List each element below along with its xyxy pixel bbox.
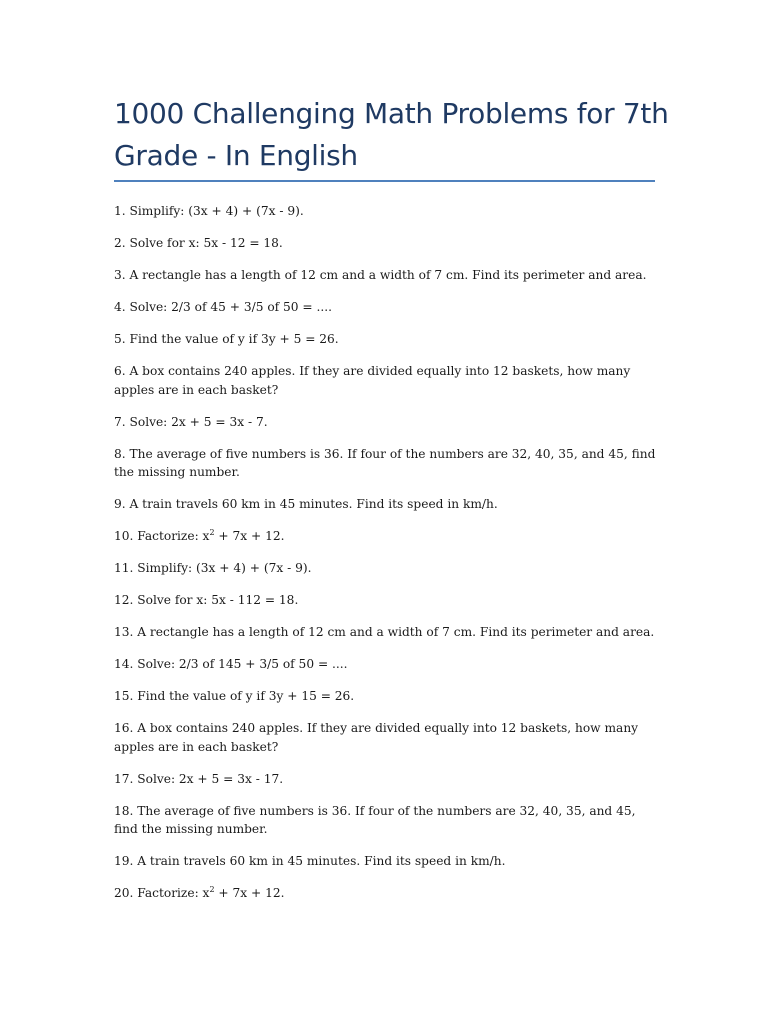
problem-text: 10. Factorize: x	[114, 529, 210, 543]
problem-item: 19. A train travels 60 km in 45 minutes. Find its speed in km/h.	[114, 854, 506, 868]
problem-text: + 7x + 12.	[214, 529, 285, 543]
problem-item: 13. A rectangle has a length of 12 cm and a width of 7 cm. Find its perimeter and area.	[114, 625, 655, 639]
document-title: 1000 Challenging Math Problems for 7th Grade - In English	[114, 97, 669, 172]
problem-item: 7. Solve: 2x + 5 = 3x - 7.	[114, 414, 268, 429]
problem-text: + 7x + 12.	[214, 886, 285, 900]
problem-item: 11. Simplify: (3x + 4) + (7x - 9).	[114, 561, 312, 575]
problem-text: 20. Factorize: x	[114, 886, 210, 900]
problem-item: 9. A train travels 60 km in 45 minutes. Find its speed in km/h.	[114, 497, 498, 511]
problem-item: 4. Solve: 2/3 of 45 + 3/5 of 50 = ....	[114, 300, 333, 314]
problem-item: 15. Find the value of y if 3y + 15 = 26.	[114, 689, 355, 703]
problem-item	[114, 527, 659, 546]
problem-item: 18. The average of five numbers is 36. If four of the numbers are 32, 40, 35, and 45, find the missing number.	[114, 803, 636, 836]
problem-item: 12. Solve for x: 5x - 112 = 18.	[114, 593, 299, 607]
problem-list	[114, 202, 659, 916]
problem-item: 3. A rectangle has a length of 12 cm and a width of 7 cm. Find its perimeter and area.	[114, 268, 647, 282]
problem-item: 14. Solve: 2/3 of 145 + 3/5 of 50 = ....	[114, 657, 348, 671]
problem-item: 8. The average of five numbers is 36. If four of the numbers are 32, 40, 35, and 45, find the missing number.	[114, 446, 656, 479]
problem-item: 16. A box contains 240 apples. If they are divided equally into 12 baskets, how many apples are in each basket?	[114, 721, 639, 754]
problem-item: 1. Simplify: (3x + 4) + (7x - 9).	[114, 204, 304, 218]
title-underline	[114, 180, 655, 182]
problem-item	[114, 884, 659, 903]
problem-item: 17. Solve: 2x + 5 = 3x - 17.	[114, 771, 284, 786]
problem-item: 5. Find the value of y if 3y + 5 = 26.	[114, 332, 339, 346]
exponent: 2	[209, 528, 215, 537]
exponent: 2	[209, 885, 215, 894]
problem-item: 6. A box contains 240 apples. If they are divided equally into 12 baskets, how many apples are in each basket?	[114, 364, 631, 397]
problem-item: 2. Solve for x: 5x - 12 = 18.	[114, 236, 283, 250]
